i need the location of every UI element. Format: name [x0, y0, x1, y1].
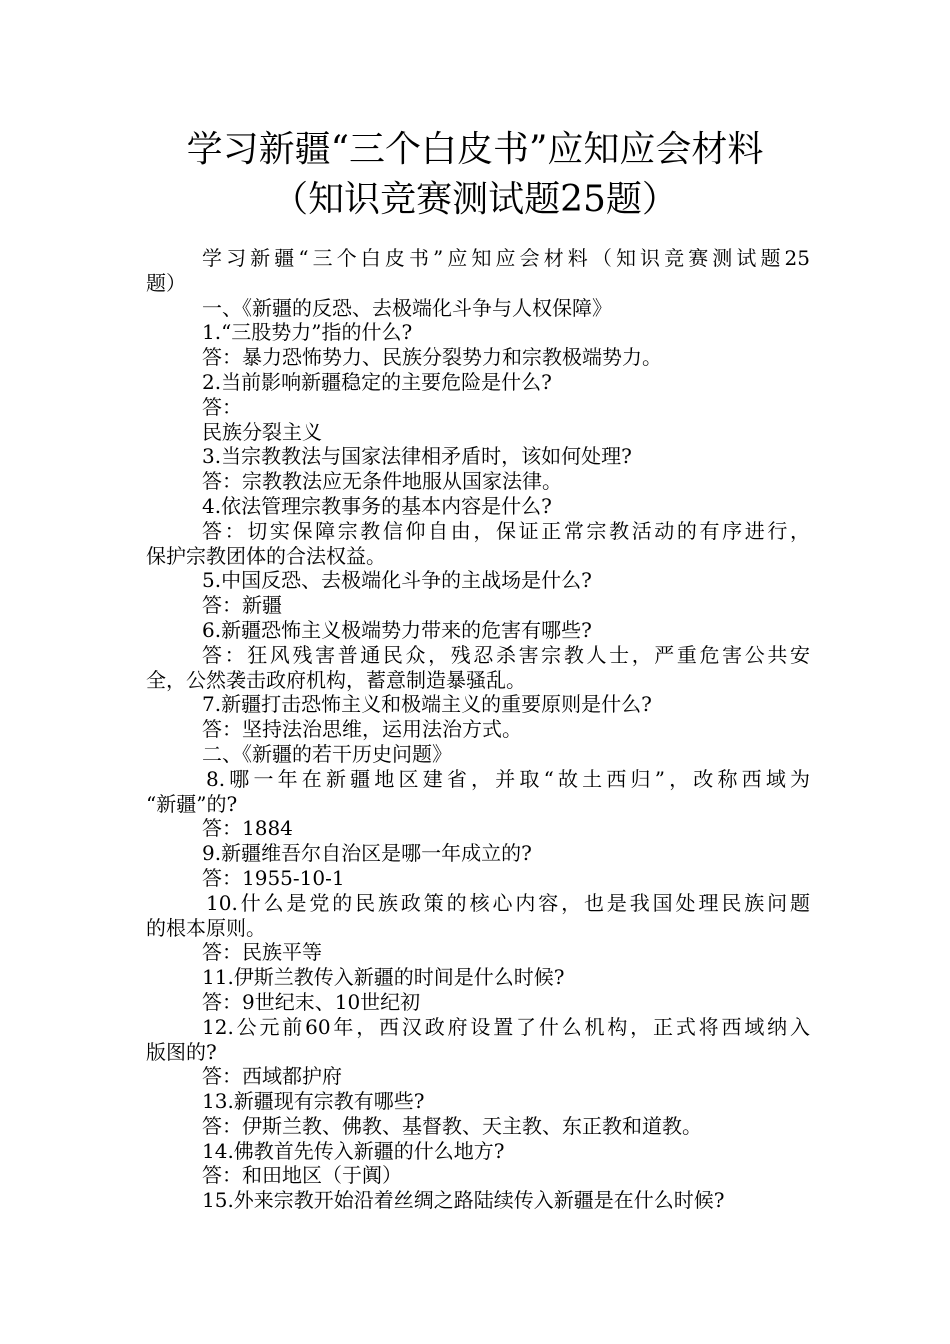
- answer: 答：和田地区（于阗）: [202, 1163, 402, 1188]
- question: 10.什么是党的民族政策的核心内容，也是我国处理民族问题: [206, 890, 810, 915]
- question-continued: “新疆”的?: [146, 791, 238, 816]
- answer: 答：坚持法治思维，运用法治方式。: [202, 717, 522, 742]
- answer: 答：9世纪末、10世纪初: [202, 989, 421, 1014]
- question: 7.新疆打击恐怖主义和极端主义的重要原则是什么?: [202, 692, 652, 717]
- document-subtitle: （知识竞赛测试题25题）: [272, 179, 678, 220]
- question: 9.新疆维吾尔自治区是哪一年成立的?: [202, 841, 532, 866]
- question: 8.哪一年在新疆地区建省，并取“故土西归”，改称西域为: [206, 766, 810, 791]
- question: 3.当宗教教法与国家法律相矛盾时，该如何处理?: [202, 444, 632, 469]
- question: 1.“三股势力”指的什么?: [202, 320, 413, 345]
- question-continued: 的根本原则。: [146, 915, 266, 940]
- answer: 答：民族平等: [202, 940, 322, 965]
- question: 13.新疆现有宗教有哪些?: [202, 1089, 425, 1114]
- answer: 民族分裂主义: [202, 419, 322, 444]
- answer: 答：狂风残害普通民众，残忍杀害宗教人士，严重危害公共安: [202, 642, 810, 667]
- answer: 答：1884: [202, 816, 293, 841]
- question: 5.中国反恐、去极端化斗争的主战场是什么?: [202, 568, 592, 593]
- question: 4.依法管理宗教事务的基本内容是什么?: [202, 493, 552, 518]
- answer: 答：暴力恐怖势力、民族分裂势力和宗教极端势力。: [202, 345, 662, 370]
- answer: 答：伊斯兰教、佛教、基督教、天主教、东正教和道教。: [202, 1113, 702, 1138]
- question: 15.外来宗教开始沿着丝绸之路陆续传入新疆是在什么时候?: [202, 1188, 725, 1213]
- section-heading: 一、《新疆的反恐、去极端化斗争与人权保障》: [202, 295, 612, 320]
- section-heading: 二、《新疆的若干历史问题》: [202, 741, 452, 766]
- answer-continued: 全，公然袭击政府机构，蓄意制造暴骚乱。: [146, 667, 526, 692]
- question-continued: 版图的?: [146, 1039, 217, 1064]
- answer: 答：宗教教法应无条件地服从国家法律。: [202, 469, 562, 494]
- answer: 答：1955-10-1: [202, 865, 345, 890]
- document-title: 学习新疆“三个白皮书”应知应会材料: [186, 129, 764, 170]
- document-body: [146, 246, 810, 1213]
- question: 6.新疆恐怖主义极端势力带来的危害有哪些?: [202, 617, 592, 642]
- answer: 答：西域都护府: [202, 1064, 342, 1089]
- answer: 答：切实保障宗教信仰自由，保证正常宗教活动的有序进行，: [202, 518, 810, 543]
- answer-continued: 保护宗教团体的合法权益。: [146, 543, 386, 568]
- question: 14.佛教首先传入新疆的什么地方?: [202, 1138, 505, 1163]
- question: 12.公元前60年，西汉政府设置了什么机构，正式将西域纳入: [202, 1014, 810, 1039]
- answer: 答：新疆: [202, 593, 282, 618]
- intro-text-continued: 题）: [146, 270, 186, 295]
- intro-text: 学习新疆“三个白皮书”应知应会材料（知识竞赛测试题25: [202, 246, 810, 270]
- question: 2.当前影响新疆稳定的主要危险是什么?: [202, 369, 552, 394]
- question: 11.伊斯兰教传入新疆的时间是什么时候?: [202, 965, 565, 990]
- answer-label: 答：: [202, 394, 242, 419]
